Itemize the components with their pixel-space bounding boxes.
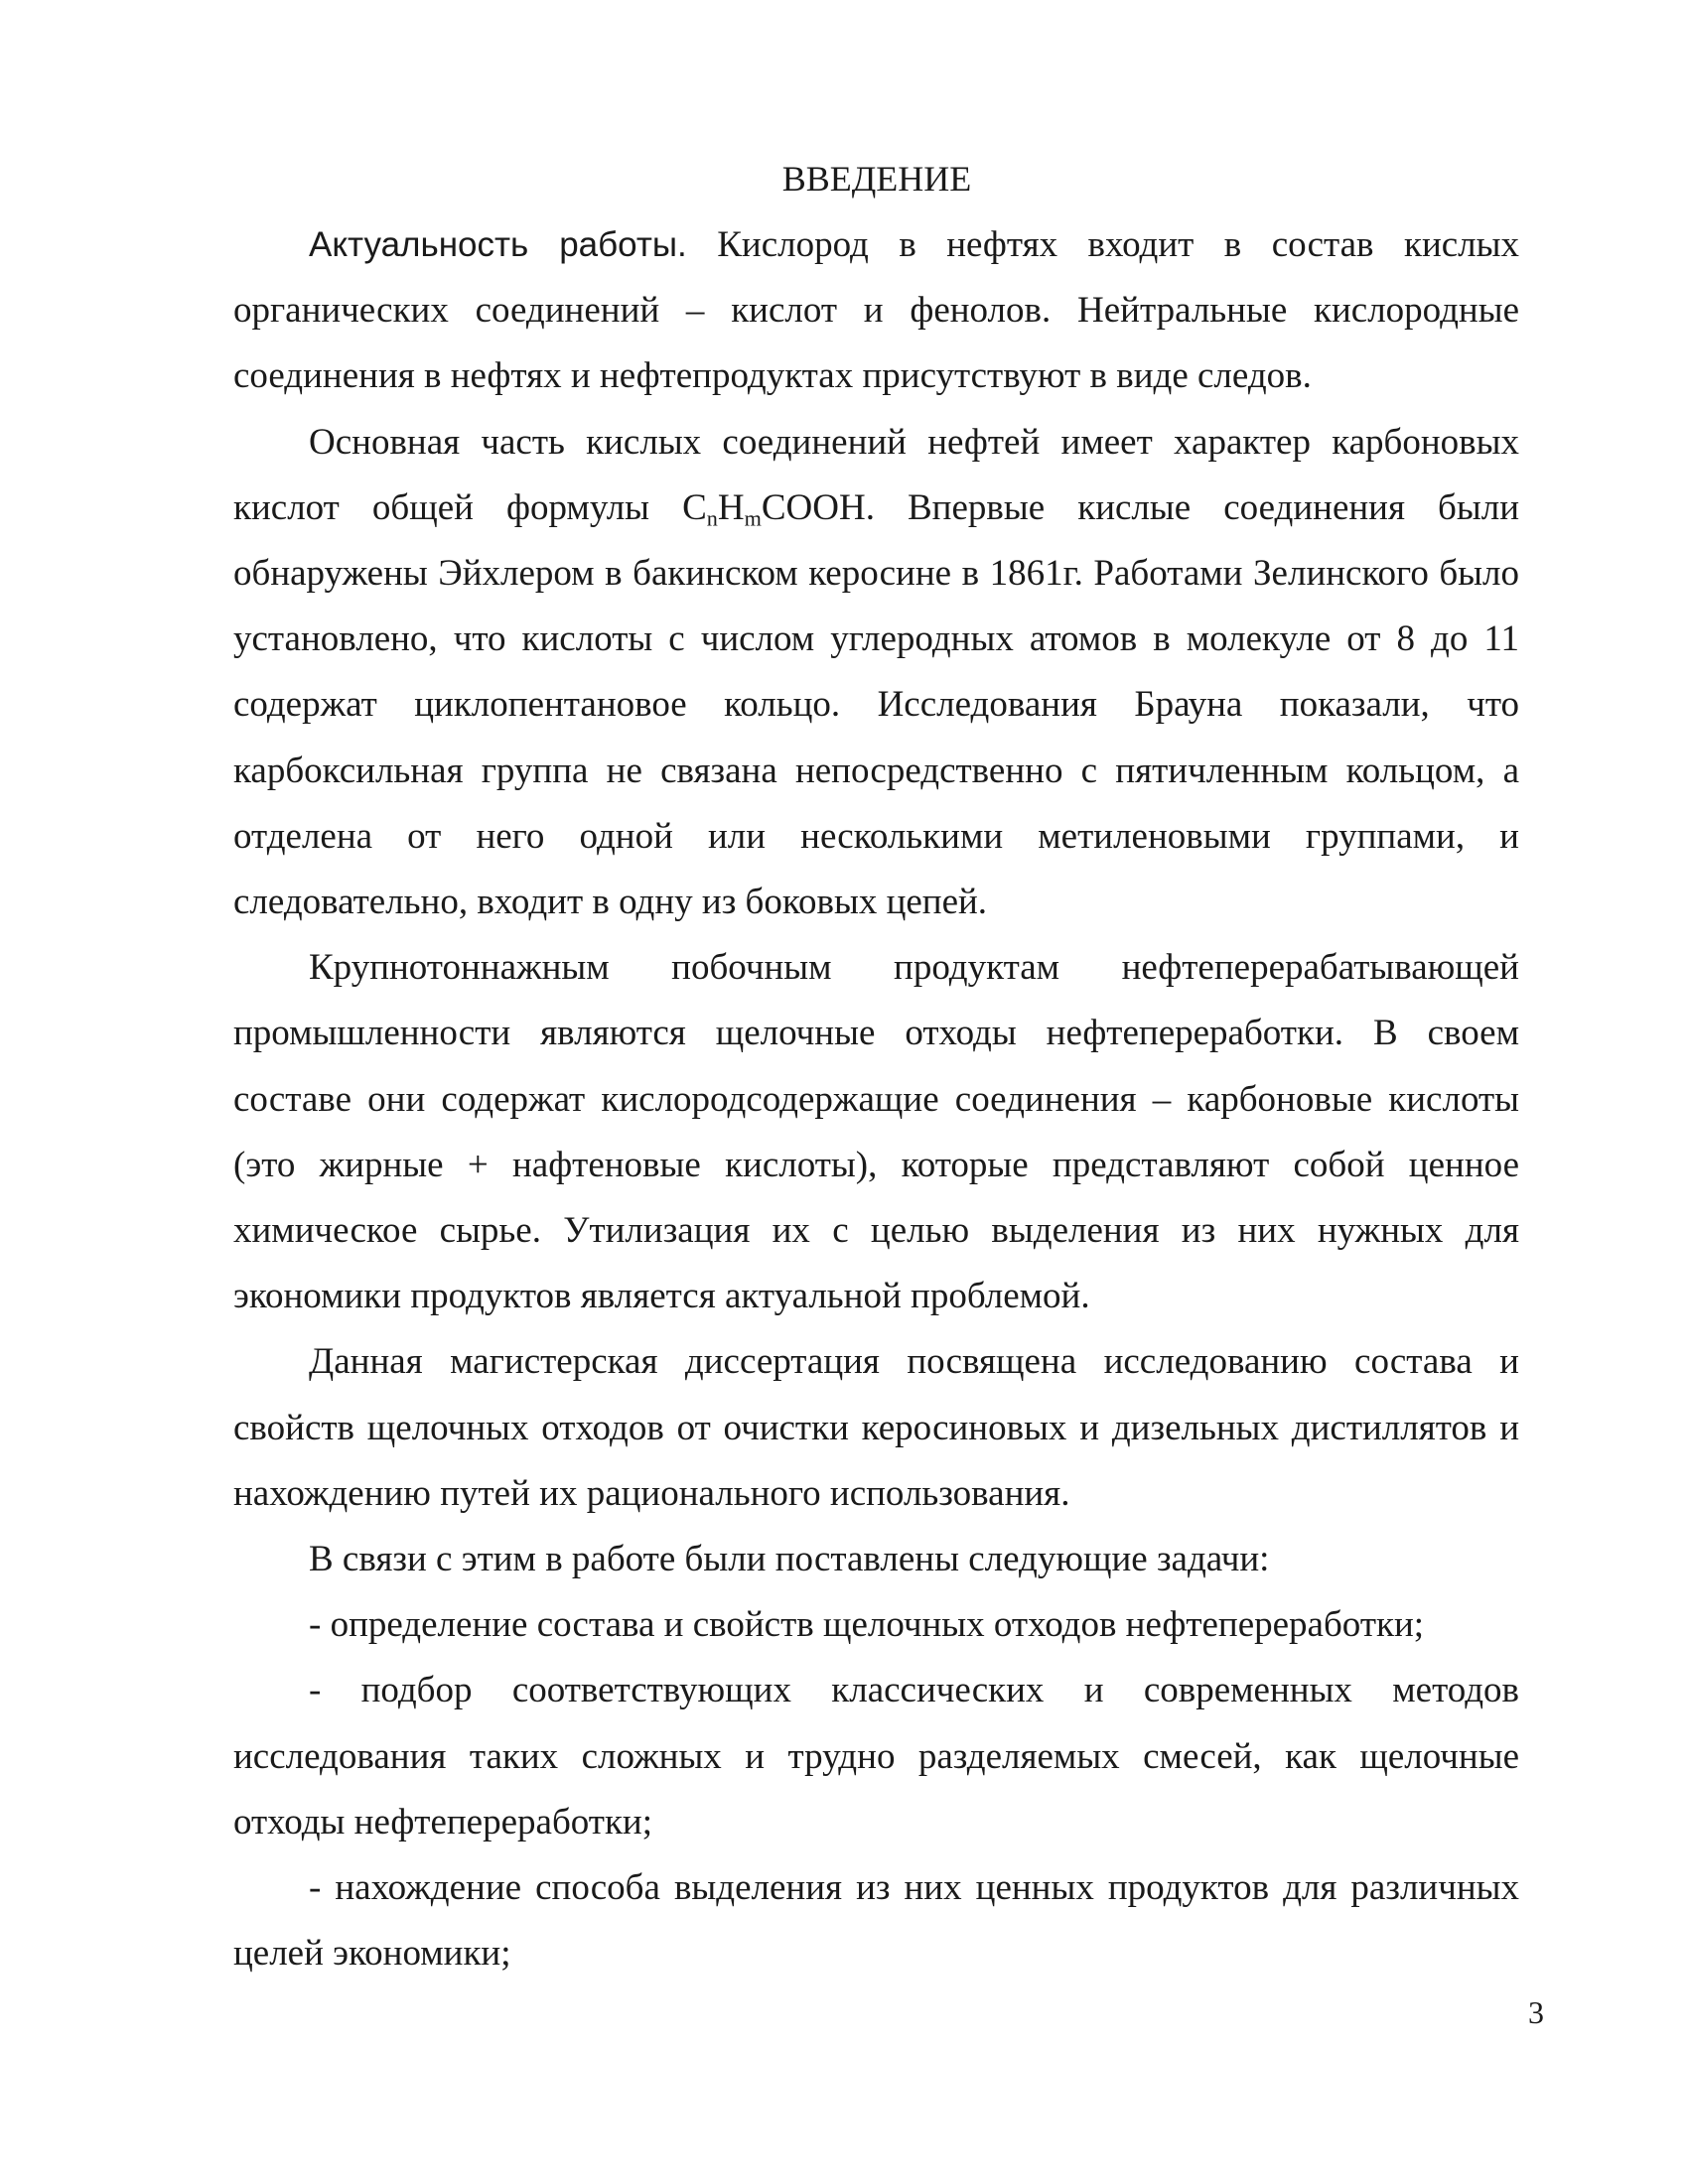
formula-carboxyl: COOH — [761, 486, 866, 528]
paragraph-alkaline-waste: Крупнотоннажным побочным продуктам нефтеперерабатывающей промышленности являются щелочные отходы нефтепереработки. В своем составе они содержат кислородсодержащие соединения – карбоновые кислоты (это жирные + нафтеновые кислоты), которые представляют собой ценное химическое сырье. Утилизация их с целью выделения из них нужных для экономики продуктов является актуальной проблемой. — [233, 947, 1519, 1317]
relevance-text: Кислород в нефтях входит в состав кислых органических соединений – кислот и фенолов. Нейтральные кислородные соединения в нефтях и нефтепродуктах присутствуют в виде следов. — [233, 224, 1519, 397]
paragraph-carboxylic-acids — [233, 410, 1519, 936]
formula-subscript-n: n — [706, 505, 718, 531]
acids-text-before-formula: Основная часть кислых соединений нефтей имеет характер карбоновых кислот общей формулы — [233, 421, 1519, 528]
relevance-heading: Актуальность работы. — [309, 225, 687, 264]
page-number: 3 — [1528, 1994, 1544, 2030]
document-body — [233, 212, 1519, 1986]
task-item: - подбор соответствующих классических и современных методов исследования таких сложных и трудно разделяемых смесей, как щелочные отходы нефтепереработки; — [233, 1670, 1519, 1843]
paragraph-dissertation-scope: Данная магистерская диссертация посвящена исследованию состава и свойств щелочных отходов от очистки керосиновых и дизельных дистиллятов и нахождению путей их рационального использования. — [233, 1341, 1519, 1514]
task-item: - определение состава и свойств щелочных отходов нефтепереработки; — [309, 1604, 1425, 1646]
task-item: - нахождение способа выделения из них ценных продуктов для различных целей экономики; — [233, 1867, 1519, 1975]
chemical-formula — [682, 486, 866, 531]
formula-subscript-m: m — [744, 505, 762, 531]
paragraph-tasks-intro: В связи с этим в работе были поставлены следующие задачи: — [309, 1539, 1270, 1580]
formula-carbon: C — [682, 486, 707, 528]
formula-hydrogen: H — [717, 486, 745, 528]
page-title: ВВЕДЕНИЕ — [781, 159, 972, 199]
acids-text-after-formula: . Впервые кислые соединения были обнаружены Эйхлером в бакинском керосине в 1861г. Работами Зелинского было установлено, что кислоты с числом углеродных атомов в молекуле от 8 до 11 содержат циклопентановое кольцо. Исследования Брауна показали, что карбоксильная группа не связана непосредственно с пятичленным кольцом, а отделена от него одной или несколькими метиленовыми группами, и следовательно, входит в одну из боковых цепей. — [233, 486, 1519, 923]
paragraph-relevance — [233, 212, 1519, 410]
